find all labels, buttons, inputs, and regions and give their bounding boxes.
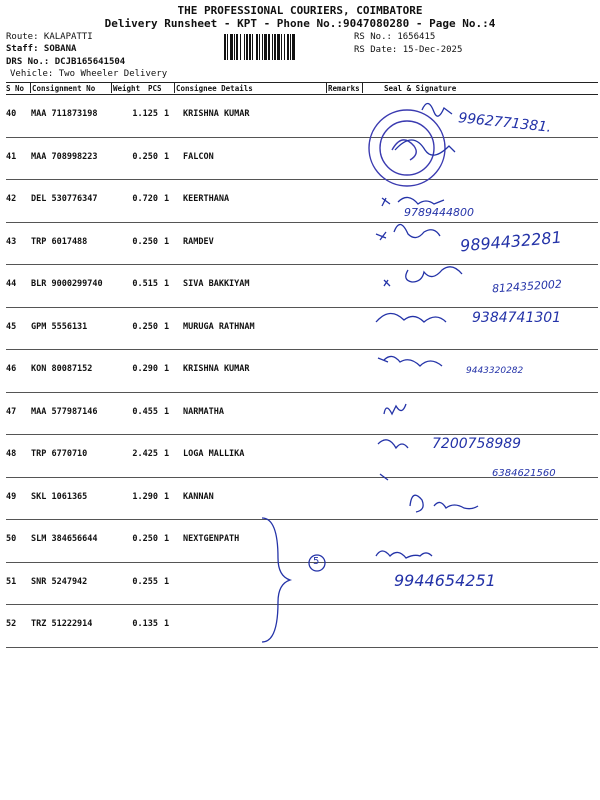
row-consignee: KANNAN [183,491,214,502]
row-consignment: GPM 5556131 [31,321,88,332]
row-pcs: 1 [164,534,170,544]
row-pcs: 1 [164,406,170,417]
handwritten-phone-42: 9789444800 [404,206,474,219]
row-weight: 0.255 [132,576,158,587]
col-consignment: Consignment No [32,84,96,93]
rs-date: RS Date: 15-Dec-2025 [354,45,463,55]
row-consignee: FALCON [183,151,214,162]
row-consignee: KRISHNA KUMAR [183,109,250,119]
handwritten-phone-40: 9962771381. [457,110,553,136]
row-pcs: 1 [164,576,170,587]
row-consignment: MAA 711873198 [31,109,98,119]
row-weight: 0.515 [132,279,158,289]
row-pcs: 1 [164,491,170,502]
row-weight: 0.250 [132,151,158,162]
row-weight: 0.250 [132,321,158,332]
drs-label: DRS No.: DCJB165641504 [6,57,126,67]
handwritten-phone-48: 7200758989 [432,436,522,452]
handwritten-phone-44: 8124352002 [491,277,563,296]
row-consignment: SNR 5247942 [31,576,88,587]
col-remarks: Remarks [328,84,360,93]
row-sno: 43 [6,236,17,247]
row-pcs: 1 [164,194,170,204]
row-sno: 50 [6,534,17,544]
col-seal: Seal & Signature [384,84,457,93]
row-consignment: MAA 577987146 [31,406,98,417]
row-consignment: DEL 530776347 [31,194,98,204]
row-sno: 41 [6,151,17,162]
row-sno: 40 [6,109,17,119]
row-consignee: MURUGA RATHNAM [183,321,255,332]
row-weight: 0.290 [132,364,158,374]
row-weight: 0.135 [132,619,158,629]
row-weight: 0.250 [132,534,158,544]
row-sno: 44 [6,279,17,289]
col-consignee: Consignee Details [176,84,253,93]
stamp-seal [369,110,445,186]
row-consignment: MAA 708998223 [31,151,98,162]
row-consignee: NEXTGENPATH [183,534,240,544]
rs-number: RS No.: 1656415 [354,32,436,42]
row-pcs: 1 [164,151,170,162]
col-pcs: PCS [148,84,162,93]
handwritten-phone-46: 9443320282 [466,366,524,376]
row-sno: 51 [6,576,17,587]
row-sno: 45 [6,321,17,332]
row-consignment: TRZ 51222914 [31,619,93,629]
row-sno: 52 [6,619,17,629]
handwritten-phone-49: 6384621560 [492,468,556,479]
row-consignee: KEERTHANA [183,194,230,204]
row-weight: 2.425 [132,449,158,459]
row-weight: 1.290 [132,491,158,502]
handwritten-phone-51: 9944654251 [394,571,496,590]
staff-label: Staff: SOBANA [6,44,77,54]
row-consignee: KRISHNA KUMAR [183,364,250,374]
row-consignment: TRP 6770710 [31,449,88,459]
row-pcs: 1 [164,236,170,247]
runsheet-title: Delivery Runsheet - KPT - Phone No.:9047080280 - Page No.:4 [104,17,496,30]
handwritten-phone-45: 9384741301 [472,310,562,326]
row-consignment: SKL 1061365 [31,491,88,502]
row-consignment: KON 80087152 [31,364,93,374]
row-sno: 42 [6,194,17,204]
row-consignee: LOGA MALLIKA [183,449,245,459]
row-consignment: TRP 6017488 [31,236,88,247]
row-pcs: 1 [164,449,170,459]
row-pcs: 1 [164,619,170,629]
row-sno: 48 [6,449,17,459]
row-pcs: 1 [164,279,170,289]
vehicle-label: Vehicle: Two Wheeler Delivery [10,69,168,79]
row-consignment: BLR 9000299740 [31,279,103,289]
row-consignee: RAMDEV [183,236,214,247]
bracket-count: 5 [313,556,320,567]
row-pcs: 1 [164,321,170,332]
row-consignee: NARMATHA [183,406,224,417]
row-sno: 49 [6,491,17,502]
row-pcs: 1 [164,364,170,374]
route-label: Route: KALAPATTI [6,32,93,42]
company-title: THE PROFESSIONAL COURIERS, COIMBATORE [177,4,423,17]
col-sno: S No [6,84,25,93]
row-weight: 0.455 [132,406,158,417]
row-weight: 0.250 [132,236,158,247]
row-weight: 0.720 [132,194,158,204]
row-consignment: SLM 384656644 [31,534,98,544]
handwritten-phone-43: 9894432281 [459,227,563,256]
signature-strokes [262,103,478,642]
row-pcs: 1 [164,109,170,119]
col-weight: Weight [113,84,141,93]
row-sno: 47 [6,406,17,417]
row-weight: 1.125 [132,109,158,119]
row-consignee: SIVA BAKKIYAM [183,279,250,289]
row-sno: 46 [6,364,17,374]
